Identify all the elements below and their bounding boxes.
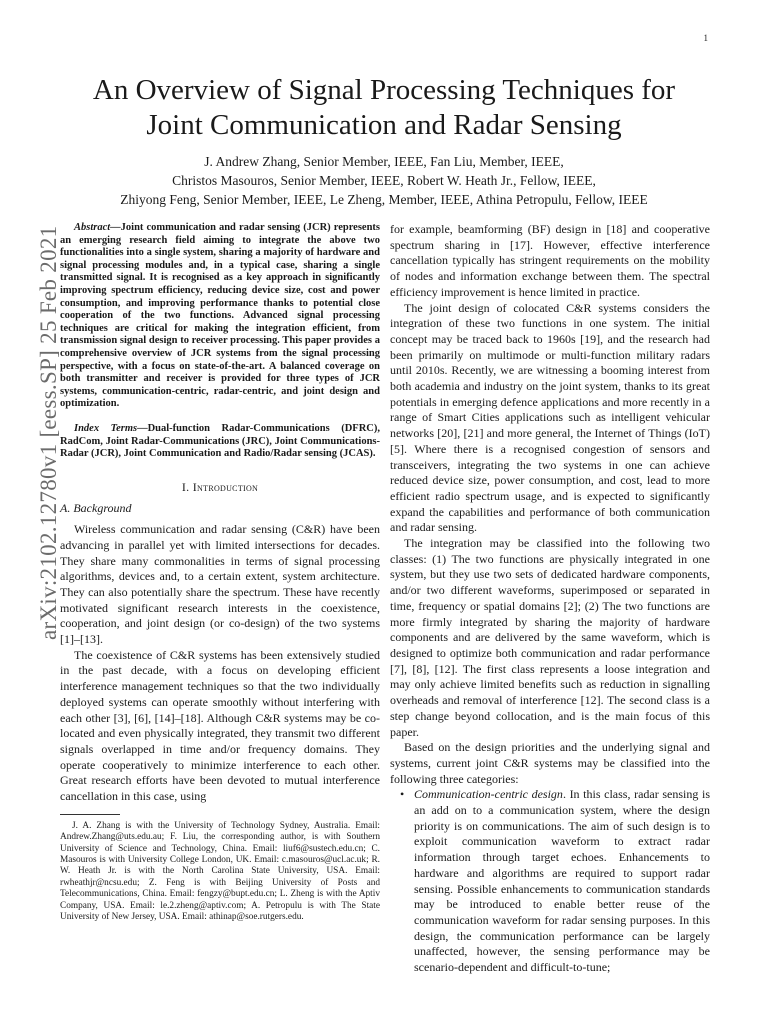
paragraph: for example, beamforming (BF) design in [18] and cooperative spectrum sharing in [17]. However, effective interference cancellation typically has stringent requirements on the mobility of nodes and information exchange between them. The spectral efficiency improvement is hence limited in practice.: [390, 222, 710, 299]
left-column: [60, 222, 380, 923]
right-column: [390, 222, 710, 976]
index-terms-label: Index Terms: [74, 422, 138, 434]
bullet-lead: Communication-centric design: [414, 787, 563, 802]
authors-line-1: J. Andrew Zhang, Senior Member, IEEE, Fan Liu, Member, IEEE,: [204, 154, 564, 169]
authors-line-2: Christos Masouros, Senior Member, IEEE, Robert W. Heath Jr., Fellow, IEEE,: [172, 173, 596, 188]
author-affiliation-footnote: J. A. Zhang is with the University of Technology Sydney, Australia. Email: Andrew.Zhang@uts.edu.au; F. Liu, the corresponding author, is with Southern University of Science and Technology, China. Email: liuf6@sustech.edu.cn; C. Masouros is with University College London, UK. Email: c.masouros@ucl.ac.uk; R. W. Heath Jr. is with the North Carolina State University, USA. Email: rwheathjr@ncsu.edu; Z. Feng is with Beijing University of Posts and Telecommunications, China. Email: fengzy@bupt.edu.cn; L. Zheng is with the Aptiv Company, USA. Email: le.2.zheng@aptiv.com; A. Petropulu is with The State University of New Jersey, USA. Email: athinap@soe.rutgers.edu.: [60, 820, 380, 922]
bullet-dot-icon: •: [400, 787, 405, 802]
index-terms-text: —Dual-function Radar-Communications (DFRC), RadCom, Joint Radar-Communications (JRC), Joint Communications-Radar (JCR), Joint Communication and Radio/Radar sensing (JCAS).: [60, 422, 380, 460]
index-terms: [60, 423, 380, 461]
title-line-2: Joint Communication and Radar Sensing: [146, 109, 622, 141]
footnote-rule: [60, 814, 120, 815]
abstract: [60, 222, 380, 411]
paragraph: Wireless communication and radar sensing (C&R) have been advancing in parallel yet with limited intersections for decades. They share many commonalities in terms of signal processing algorithms, devices and, to a certain extent, system architecture. They can also potentially share the spectrum. These have recently motivated significant research interests in the coexistence, cooperation, and joint design (or co-design) of the two systems [1]–[13].: [60, 522, 380, 647]
paragraph: The integration may be classified into the following two classes: (1) The two functions are physically integrated in one system, but they use two sets of dedicated hardware components, and/or two different waveforms, superimposed or separated in time, frequency or spatial domains [2]; (2) The two functions are more firmly integrated by sharing the majority of hardware components and are delivered by the same waveform, which is designed to optimize both communication and radar performance [7], [8], [12]. The first class represents a loose integration and may only achieve limited benefits such as reduction in signalling overheads and removal of interference [12]. The second class is a step change beyond collocation, and is the main focus of this paper.: [390, 536, 710, 739]
paragraph: The coexistence of C&R systems has been extensively studied in the past decade, with a focus on developing efficient interference management techniques so that the two individually deployed systems can operate smoothly without interfering with each other [3], [6], [14]–[18]. Although C&R systems may be co-located and even physically integrated, they transmit two different signals overlapped in time and/or frequency domains. They operate cooperatively to minimize interference to each other. Great research efforts have been devoted to mutual interference cancellation in this case, using: [60, 647, 380, 804]
bullet-communication-centric: [390, 787, 710, 975]
title-line-1: An Overview of Signal Processing Techniques for: [92, 74, 676, 106]
abstract-text: —Joint communication and radar sensing (JCR) represents an emerging research field aiming to integrate the above two functionalities into a single system, sharing a majority of hardware and signal processing modules and, in a typical case, sharing a single transmitted signal. It is recognised as a key approach in significantly improving spectrum efficiency, reducing device size, cost and power consumption, and improving performance thanks to potential close cooperation of the two functions. Advanced signal processing techniques are critical for making the integration efficient, from transmission signal design to receiver processing. This paper provides a comprehensive overview of JCR systems from the signal processing perspective, with a focus on state-of-the-art. A balanced coverage on both transmitter and receiver is provided for three types of JCR systems, communication-centric, radar-centric, and joint design and optimization.: [60, 222, 380, 410]
section-heading-introduction: I. Introduction: [181, 479, 259, 494]
authors-line-3: Zhiyong Feng, Senior Member, IEEE, Le Zheng, Member, IEEE, Athina Petropulu, Fellow, IEEE: [120, 192, 648, 207]
paper-title: [40, 73, 728, 143]
page-number: 1: [703, 33, 708, 43]
subsection-heading-background: A. Background: [60, 501, 132, 516]
bullet-text: . In this class, radar sensing is an add on to a communication system, where the design priority is on communications. The aim of such design is to exploit communication waveform to extract radar information through target echoes. Enhancements to hardware and algorithms are required to support radar sensing. Possible enhancements to communication standards may be introduced to enable better reuse of the communication waveform for radar sensing purposes. In this design, the communication performance can be largely unaffected, however, the sensing performance may be scenario-dependent and difficult-to-tune;: [414, 787, 710, 975]
author-list: [40, 152, 728, 209]
paragraph: The joint design of colocated C&R systems considers the integration of these two functions in one system. The initial concept may be traced back to 1960s [19], and the research had been primarily on multimode or multi-function military radars until 2010s. Recently, we are witnessing a booming interest from both academia and industry on the joint system, thanks to its great potentials in emerging defence applications and more recently in a range of Smart Cities applications such as intelligent vehicular networks [20], [21] and more general, the Internet of Things (IoT) [5]. Where there is a recognised congestion of sensors and transceivers, integrating the two systems in one can achieve reduced device size, power consumption, and cost, lead to more efficient radio spectrum usage, and is expected to significantly expand the capabilities and performance of both communication and radar sensing.: [390, 300, 710, 535]
abstract-label: Abstract: [74, 222, 111, 233]
arxiv-identifier[interactable]: arXiv:2102.12780v1 [eess.SP] 25 Feb 2021: [36, 225, 61, 640]
paragraph: Based on the design priorities and the underlying signal and systems, current joint C&R systems may be classified into the following three categories:: [390, 740, 710, 786]
